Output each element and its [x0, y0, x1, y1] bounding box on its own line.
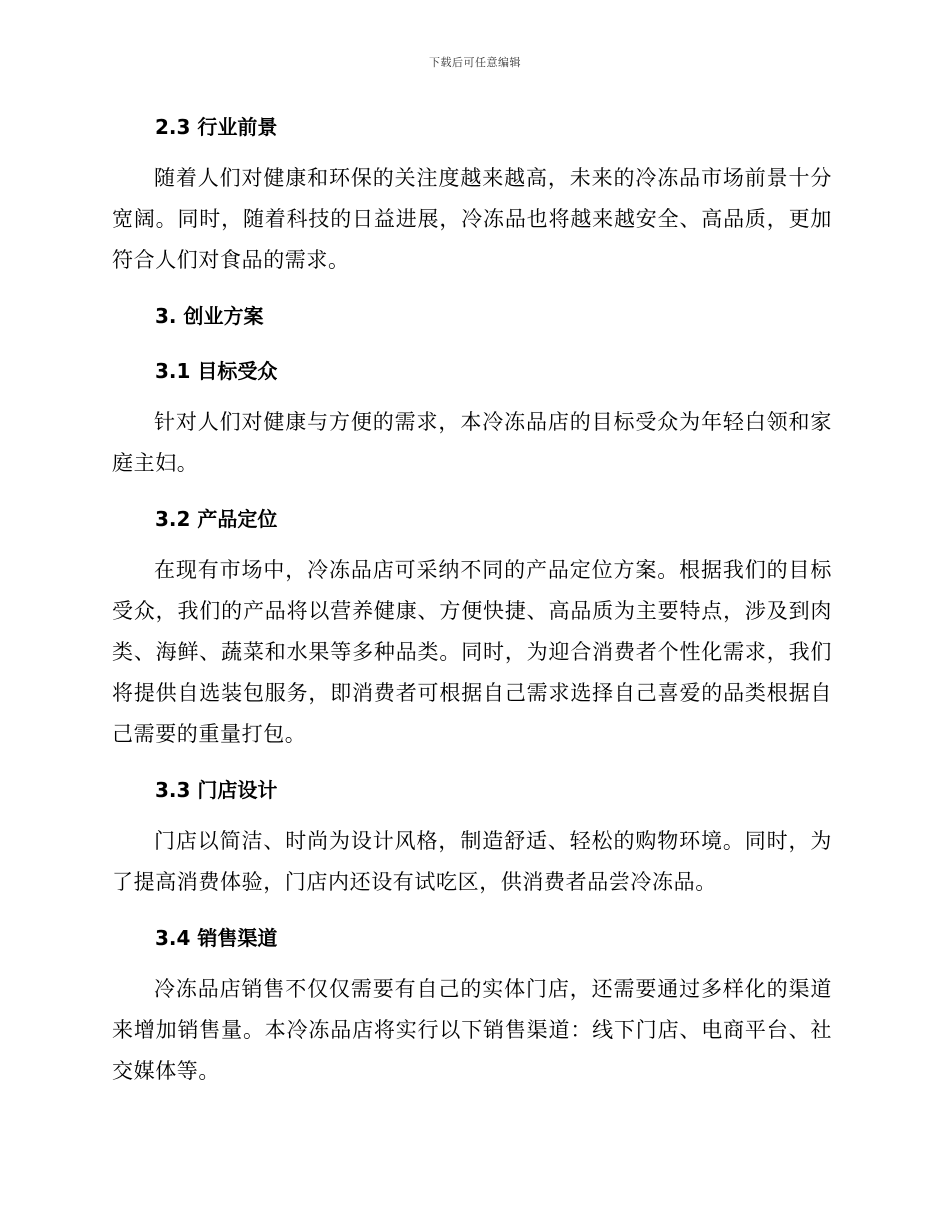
- section-heading-3: 3. 创业方案: [155, 304, 264, 328]
- section-paragraph-2-3: 随着人们对健康和环保的关注度越来越高，未来的冷冻品市场前景十分宽阔。同时，随着科技的日益进展，冷冻品也将越来越安全、高品质，更加符合人们对食品的需求。: [112, 166, 832, 272]
- page-header: 下载后可任意编辑: [429, 56, 521, 69]
- section-heading-3-2: 3.2 产品定位: [155, 507, 278, 531]
- section-paragraph-3-2: 在现有市场中，冷冻品店可采纳不同的产品定位方案。根据我们的目标受众，我们的产品将以营养健康、方便快捷、高品质为主要特点，涉及到肉类、海鲜、蔬菜和水果等多种品类。同时，为迎合消费者个性化需求，我们将提供自选装包服务，即消费者可根据自己需求选择自己喜爱的品类根据自己需要的重量打包。: [112, 558, 832, 746]
- section-heading-3-3: 3.3 门店设计: [155, 778, 278, 802]
- section-paragraph-3-1: 针对人们对健康与方便的需求，本冷冻品店的目标受众为年轻白领和家庭主妇。: [112, 410, 832, 475]
- section-heading-3-4: 3.4 销售渠道: [155, 926, 278, 950]
- document-body: [112, 110, 832, 1092]
- section-heading-3-1: 3.1 目标受众: [155, 359, 278, 383]
- section-heading-2-3: 2.3 行业前景: [155, 115, 278, 139]
- section-paragraph-3-3: 门店以简洁、时尚为设计风格，制造舒适、轻松的购物环境。同时，为了提高消费体验，门店内还设有试吃区，供消费者品尝冷冻品。: [112, 829, 832, 894]
- section-paragraph-3-4: 冷冻品店销售不仅仅需要有自己的实体门店，还需要通过多样化的渠道来增加销售量。本冷冻品店将实行以下销售渠道：线下门店、电商平台、社交媒体等。: [112, 977, 832, 1083]
